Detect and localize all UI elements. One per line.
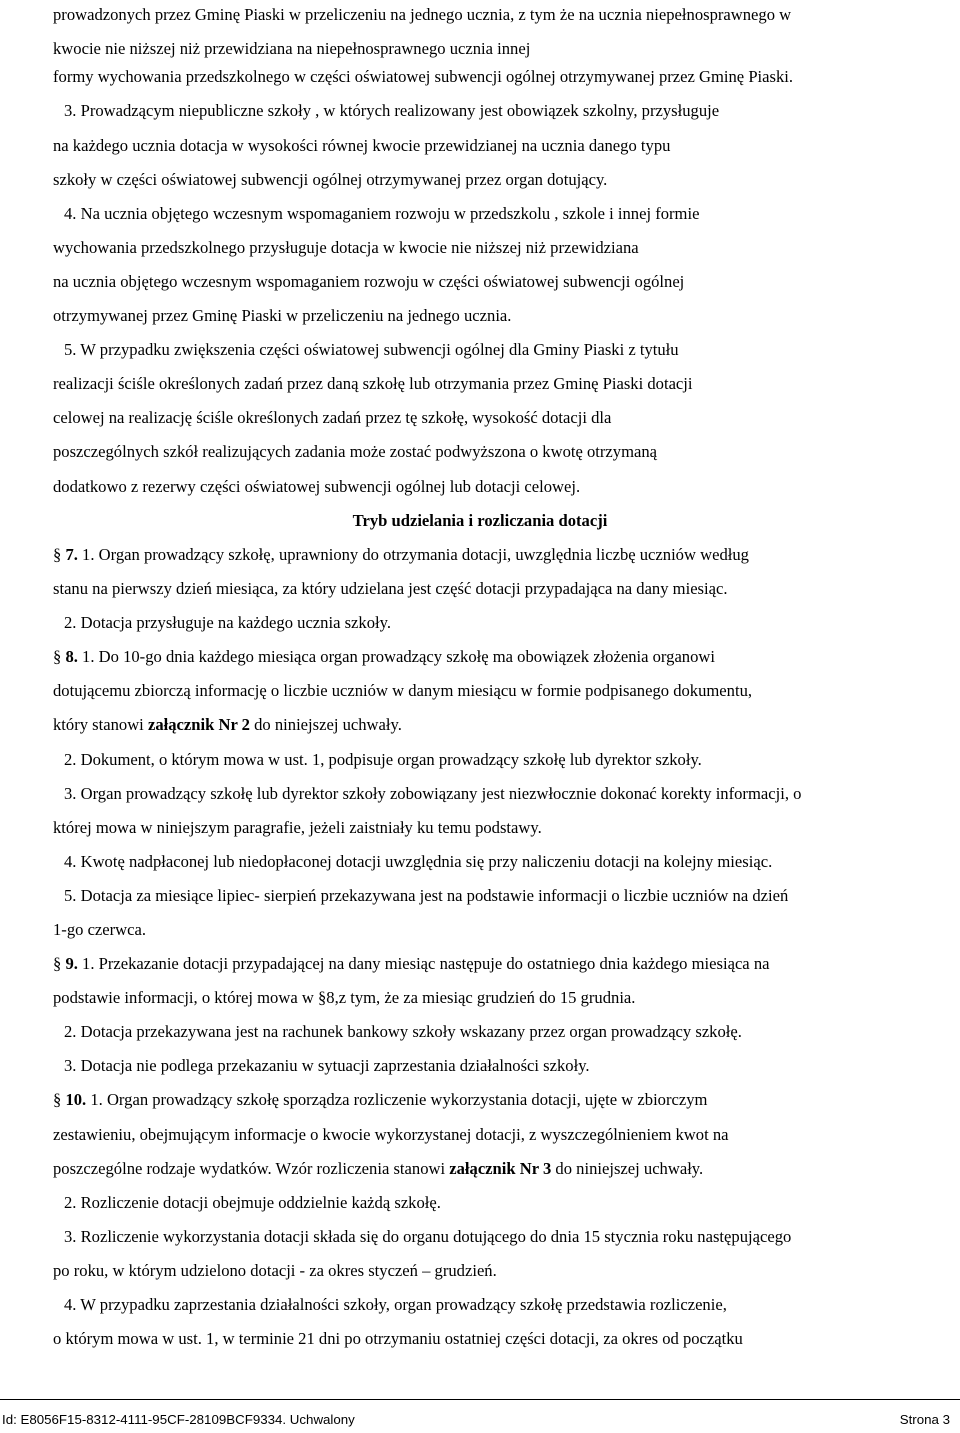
- text-line: stanu na pierwszy dzień miesiąca, za który udzielana jest część dotacji przypadająca na dany miesiąc.: [53, 579, 728, 598]
- text-line: poszczególnych szkół realizujących zadania może zostać podwyższona o kwotę otrzymaną: [53, 442, 658, 461]
- paragraph-7-line: § 7. 1. Organ prowadzący szkołę, uprawniony do otrzymania dotacji, uwzględnia liczbę uczniów według: [53, 545, 749, 564]
- text-line: podstawie informacji, o której mowa w §8,z tym, że za miesiąc grudzień do 15 grudnia.: [53, 988, 636, 1007]
- text-line: zestawieniu, obejmującym informacje o kwocie wykorzystanej dotacji, z wyszczególnieniem kwot na: [53, 1125, 729, 1144]
- text-line: po roku, w którym udzielono dotacji - za okres styczeń – grudzień.: [53, 1261, 497, 1280]
- text-line: kwocie nie niższej niż przewidziana na niepełnosprawnego ucznia innej: [53, 39, 531, 58]
- text-line: o którym mowa w ust. 1, w terminie 21 dni po otrzymaniu ostatniej części dotacji, za okres od początku: [53, 1329, 743, 1348]
- text-line: 3. Rozliczenie wykorzystania dotacji składa się do organu dotującego do dnia 15 stycznia roku następującego: [64, 1227, 792, 1246]
- footer-divider: [0, 1399, 960, 1400]
- paragraph-number: 10.: [65, 1090, 87, 1109]
- text-line: szkoły w części oświatowej subwencji ogólnej otrzymywanej przez organ dotujący.: [53, 170, 608, 189]
- text-line: 3. Organ prowadzący szkołę lub dyrektor szkoły zobowiązany jest niezwłocznie dokonać korekty informacji, o: [64, 784, 802, 803]
- document-id: Id: E8056F15-8312-4111-95CF-28109BCF9334. Uchwalony: [2, 1412, 355, 1427]
- text-line: 5. Dotacja za miesiące lipiec- sierpień przekazywana jest na podstawie informacji o liczbie uczniów na dzień: [64, 886, 789, 905]
- paragraph-number: 8.: [65, 647, 78, 666]
- text-line: celowej na realizację ściśle określonych zadań przez tę szkołę, wysokość dotacji dla: [53, 408, 612, 427]
- text-line: 3. Prowadzącym niepubliczne szkoły , w których realizowany jest obowiązek szkolny, przysługuje: [64, 101, 720, 120]
- text-line: 2. Rozliczenie dotacji obejmuje oddzielnie każdą szkołę.: [64, 1193, 441, 1212]
- paragraph-number: 7.: [65, 545, 78, 564]
- text-line: 4. Kwotę nadpłaconej lub niedopłaconej dotacji uwzględnia się przy naliczeniu dotacji na kolejny miesiąc.: [64, 852, 773, 871]
- text-line: 1-go czerwca.: [53, 920, 147, 939]
- page-number: Strona 3: [899, 1412, 950, 1427]
- text-line: której mowa w niniejszym paragrafie, jeżeli zaistniały ku temu podstawy.: [53, 818, 542, 837]
- text-line: wychowania przedszkolnego przysługuje dotacja w kwocie nie niższej niż przewidziana: [53, 238, 639, 257]
- text-line: który stanowi załącznik Nr 2 do niniejszej uchwały.: [53, 715, 402, 734]
- paragraph-8-line: § 8. 1. Do 10-go dnia każdego miesiąca organ prowadzący szkołę ma obowiązek złożenia organowi: [53, 647, 715, 666]
- text-line: na każdego ucznia dotacja w wysokości równej kwocie przewidzianej na ucznia danego typu: [53, 136, 671, 155]
- attachment-reference: załącznik Nr 3: [449, 1159, 552, 1178]
- text-line: na ucznia objętego wczesnym wspomaganiem rozwoju w części oświatowej subwencji ogólnej: [53, 272, 685, 291]
- text-line: 2. Dotacja przysługuje na każdego ucznia szkoły.: [64, 613, 391, 632]
- text-line: prowadzonych przez Gminę Piaski w przeliczeniu na jednego ucznia, z tym że na ucznia niepełnosprawnego w: [53, 5, 792, 24]
- text-line: formy wychowania przedszkolnego w części oświatowej subwencji ogólnej otrzymywanej przez Gminę Piaski.: [53, 67, 794, 86]
- text-line: poszczególne rodzaje wydatków. Wzór rozliczenia stanowi załącznik Nr 3 do niniejszej uchwały.: [53, 1159, 704, 1178]
- section-heading: Tryb udzielania i rozliczania dotacji: [352, 511, 608, 530]
- text-line: dotującemu zbiorczą informację o liczbie uczniów w danym miesiącu w formie podpisanego dokumentu,: [53, 681, 753, 700]
- paragraph-9-line: § 9. 1. Przekazanie dotacji przypadającej na dany miesiąc następuje do ostatniego dnia każdego miesiąca na: [53, 954, 770, 973]
- text-line: 2. Dotacja przekazywana jest na rachunek bankowy szkoły wskazany przez organ prowadzący szkołę.: [64, 1022, 742, 1041]
- text-line: realizacji ściśle określonych zadań przez daną szkołę lub otrzymania przez Gminę Piaski dotacji: [53, 374, 693, 393]
- text-line: 3. Dotacja nie podlega przekazaniu w sytuacji zaprzestania działalności szkoły.: [64, 1056, 590, 1075]
- text-line: dodatkowo z rezerwy części oświatowej subwencji ogólnej lub dotacji celowej.: [53, 477, 581, 496]
- text-line: otrzymywanej przez Gminę Piaski w przeliczeniu na jednego ucznia.: [53, 306, 512, 325]
- text-line: 2. Dokument, o którym mowa w ust. 1, podpisuje organ prowadzący szkołę lub dyrektor szkoły.: [64, 750, 702, 769]
- paragraph-number: 9.: [65, 954, 78, 973]
- attachment-reference: załącznik Nr 2: [147, 715, 250, 734]
- text-line: 4. Na ucznia objętego wczesnym wspomaganiem rozwoju w przedszkolu , szkole i innej formie: [64, 204, 700, 223]
- paragraph-10-line: § 10. 1. Organ prowadzący szkołę sporządza rozliczenie wykorzystania dotacji, ujęte w zbiorczym: [53, 1090, 708, 1109]
- text-line: 5. W przypadku zwiększenia części oświatowej subwencji ogólnej dla Gminy Piaski z tytułu: [64, 340, 679, 359]
- text-line: 4. W przypadku zaprzestania działalności szkoły, organ prowadzący szkołę przedstawia rozliczenie,: [64, 1295, 727, 1314]
